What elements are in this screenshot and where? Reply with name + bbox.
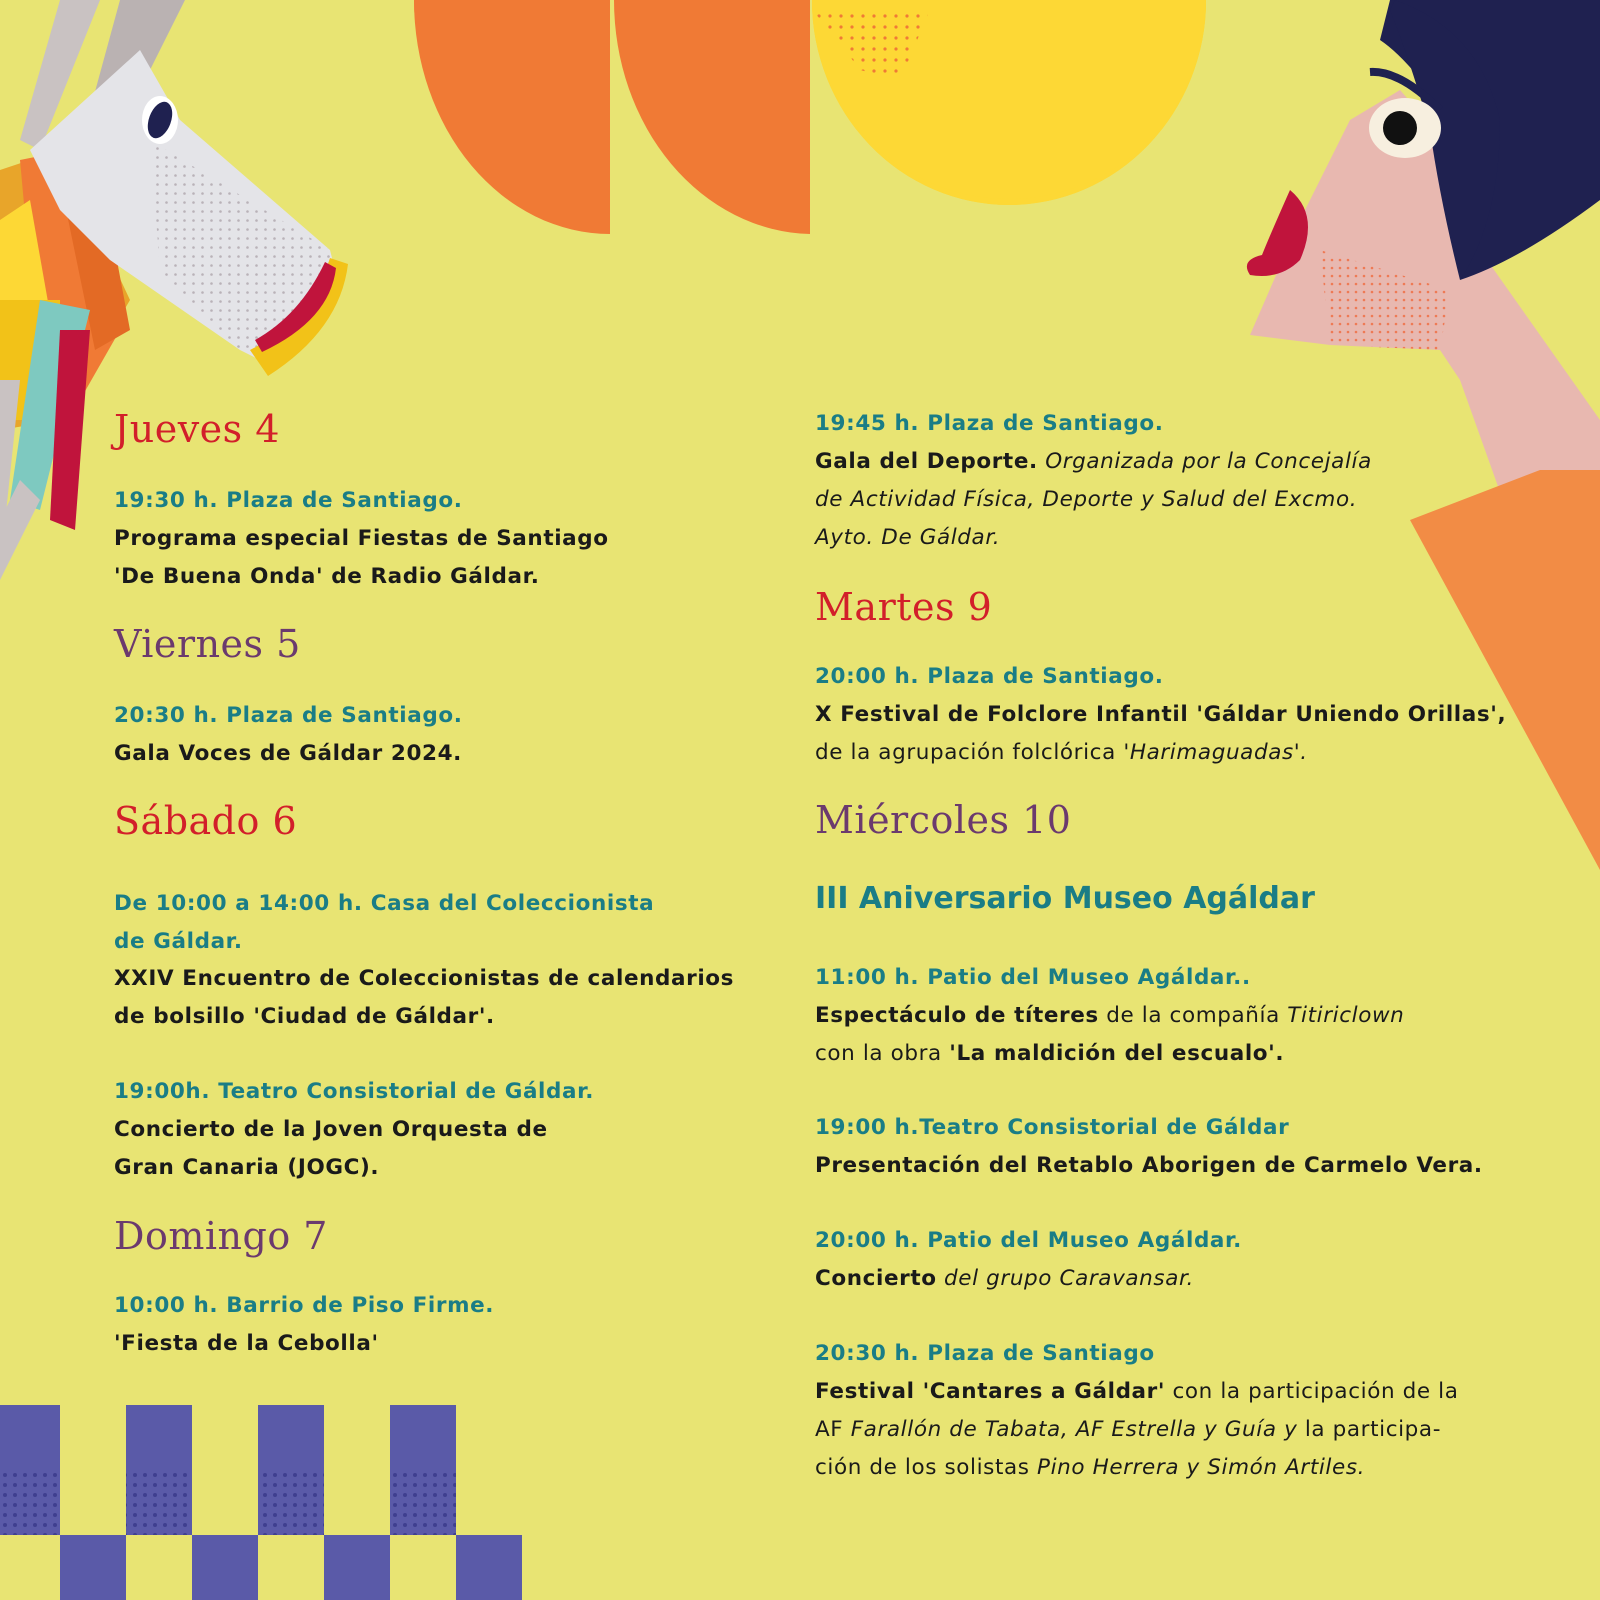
- company-name: Titiriclown: [1287, 1003, 1405, 1028]
- event-description: [815, 742, 1308, 764]
- event-description: Gala Voces de Gáldar 2024.: [114, 741, 462, 766]
- day-heading-sabado: Sábado 6: [114, 799, 298, 843]
- event-description: 'Fiesta de la Cebolla': [114, 1331, 379, 1356]
- event-title: Concierto: [815, 1266, 937, 1291]
- event-time: 19:00h. Teatro Consistorial de Gáldar.: [114, 1079, 595, 1104]
- event-description: Gran Canaria (JOGC).: [114, 1155, 380, 1180]
- event-note: de Actividad Física, Deporte y Salud del Excmo.: [815, 487, 1358, 512]
- event-description: Presentación del Retablo Aborigen de Carmelo Vera.: [815, 1153, 1483, 1178]
- event-description: Programa especial Fiestas de Santiago: [114, 526, 609, 551]
- event-time: 20:00 h. Plaza de Santiago.: [815, 664, 1164, 689]
- event-time: 19:00 h.Teatro Consistorial de Gáldar: [815, 1115, 1290, 1140]
- event-note: con la obra: [815, 1041, 950, 1066]
- event-description: [815, 1268, 1194, 1290]
- day-heading-jueves: Jueves 4: [114, 407, 280, 451]
- event-time: 20:30 h. Plaza de Santiago.: [114, 703, 463, 728]
- day-heading-miercoles: Miércoles 10: [815, 798, 1072, 842]
- orange-semicircle-shape: [414, 0, 612, 234]
- event-description: [815, 451, 1372, 473]
- yellow-sun-shape: [812, 0, 1206, 205]
- orange-quarter-shape: [614, 0, 810, 234]
- event-description: [815, 1457, 1365, 1479]
- event-description: XXIV Encuentro de Coleccionistas de calendarios: [114, 966, 735, 991]
- group-name: 'Harimaguadas'.: [1123, 740, 1308, 765]
- event-description: de bolsillo 'Ciudad de Gáldar'.: [114, 1004, 495, 1029]
- event-time: 20:30 h. Plaza de Santiago: [815, 1341, 1155, 1366]
- event-description: 'De Buena Onda' de Radio Gáldar.: [114, 564, 540, 589]
- event-time: 19:30 h. Plaza de Santiago.: [114, 488, 463, 513]
- event-time: 20:00 h. Patio del Museo Agáldar.: [815, 1228, 1242, 1253]
- day-heading-domingo: Domingo 7: [114, 1214, 328, 1258]
- event-description: X Festival de Folclore Infantil 'Gáldar Uniendo Orillas',: [815, 702, 1507, 727]
- event-time: De 10:00 a 14:00 h. Casa del Coleccionista: [114, 891, 655, 916]
- event-time: de Gáldar.: [114, 929, 243, 954]
- event-time: 10:00 h. Barrio de Piso Firme.: [114, 1293, 495, 1318]
- section-subtitle: III Aniversario Museo Agáldar: [815, 881, 1315, 916]
- event-note: del grupo: [936, 1266, 1060, 1291]
- event-note: con la participación de la: [1165, 1379, 1459, 1404]
- event-note: de la compañía: [1098, 1003, 1288, 1028]
- checker-pattern: [0, 1405, 522, 1600]
- event-note: AF: [815, 1417, 851, 1442]
- event-description: [815, 1419, 1441, 1441]
- event-note: Organizada por la Concejalía: [1037, 449, 1372, 474]
- event-note: la participa-: [1297, 1417, 1442, 1442]
- event-title: Espectáculo de títeres: [815, 1003, 1099, 1028]
- event-description: [815, 1381, 1458, 1403]
- event-time: 19:45 h. Plaza de Santiago.: [815, 411, 1164, 436]
- day-heading-viernes: Viernes 5: [114, 622, 301, 666]
- event-description: [815, 1043, 1284, 1065]
- event-note: Ayto. De Gáldar.: [815, 525, 1001, 550]
- group-names: Farallón de Tabata, AF Estrella y Guía y: [850, 1417, 1298, 1442]
- event-time: 11:00 h. Patio del Museo Agáldar..: [815, 965, 1251, 990]
- day-heading-martes: Martes 9: [815, 585, 993, 629]
- soloist-names: Pino Herrera y Simón Artiles.: [1037, 1455, 1366, 1480]
- group-name: Caravansar.: [1059, 1266, 1194, 1291]
- event-title: Festival 'Cantares a Gáldar': [815, 1379, 1166, 1404]
- event-note: ción de los solistas: [815, 1455, 1038, 1480]
- event-description: Concierto de la Joven Orquesta de: [114, 1117, 548, 1142]
- event-title: Gala del Deporte.: [815, 449, 1038, 474]
- event-description: [815, 1005, 1404, 1027]
- play-title: 'La maldición del escualo'.: [949, 1041, 1285, 1066]
- event-note: de la agrupación folclórica: [815, 740, 1124, 765]
